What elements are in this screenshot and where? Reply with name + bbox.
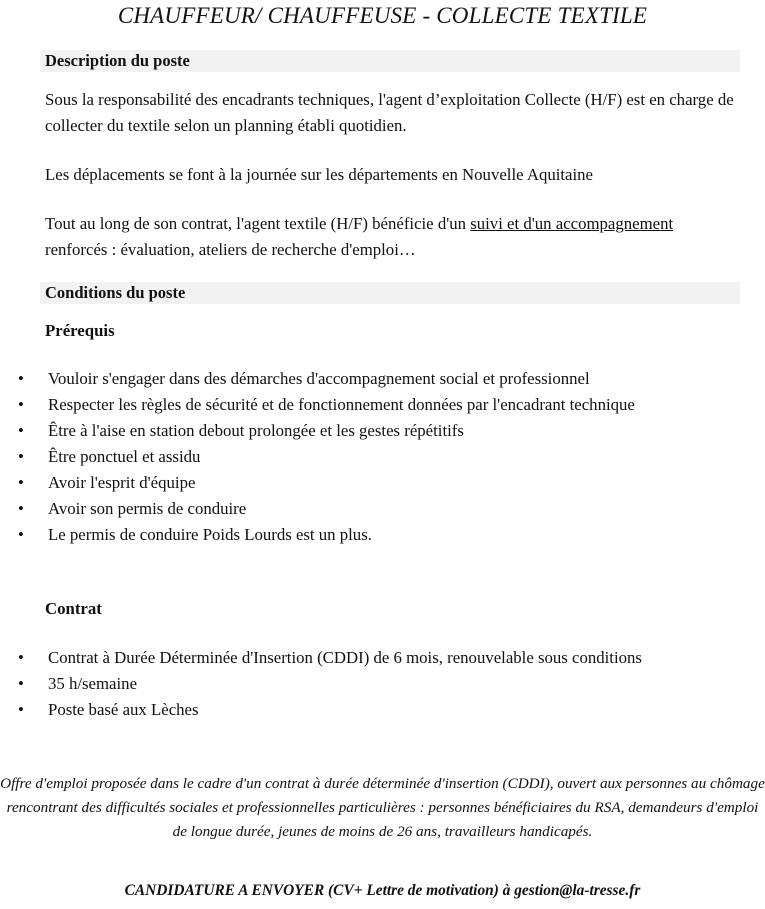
description-paragraph-2: Les déplacements se font à la journée sur les départements en Nouvelle Aquitaine <box>45 165 593 184</box>
prerequisites-list <box>0 366 740 548</box>
list-item: • Être ponctuel et assidu <box>0 444 740 470</box>
cddi-notice: Offre d'emploi proposée dans le cadre d'un contrat à durée déterminée d'insertion (CDDI), ouvert aux personnes au chômage rencontrant des difficultés sociales et professionnelles particulières : personnes bénéficiaires du RSA, demandeurs d'emploi de longue durée, jeunes de moins de 26 ans, travailleurs handicapés. <box>0 775 765 840</box>
paragraph-3-text-after: renforcés : évaluation, ateliers de recherche d'emploi… <box>45 240 416 259</box>
prerequisites-heading: Prérequis <box>45 321 115 340</box>
description-paragraph-3 <box>45 211 735 263</box>
list-item: • Être à l'aise en station debout prolongée et les gestes répétitifs <box>0 418 740 444</box>
list-item: • 35 h/semaine <box>0 671 740 697</box>
contract-list <box>0 645 740 723</box>
description-paragraph-1: Sous la responsabilité des encadrants techniques, l'agent d’exploitation Collecte (H/F) est en charge de collecter du textile selon un planning établi quotidien. <box>45 90 734 135</box>
list-item: • Respecter les règles de sécurité et de fonctionnement données par l'encadrant technique <box>0 392 740 418</box>
section-heading-description: Description du poste <box>45 51 190 70</box>
list-item: • Contrat à Durée Déterminée d'Insertion (CDDI) de 6 mois, renouvelable sous conditions <box>0 645 740 671</box>
contract-heading: Contrat <box>45 599 102 618</box>
page-title: CHAUFFEUR/ CHAUFFEUSE - COLLECTE TEXTILE <box>117 3 648 28</box>
support-underlined-text: suivi et d'un accompagnement <box>470 214 674 233</box>
application-instructions: CANDIDATURE A ENVOYER (CV+ Lettre de motivation) à gestion@la-tresse.fr <box>124 882 641 899</box>
paragraph-3-text-before: Tout au long de son contrat, l'agent textile (H/F) bénéficie d'un <box>45 214 471 233</box>
list-item: • Avoir son permis de conduire <box>0 496 740 522</box>
section-heading-conditions: Conditions du poste <box>45 283 186 302</box>
list-item: • Le permis de conduire Poids Lourds est un plus. <box>0 522 740 548</box>
list-item: • Avoir l'esprit d'équipe <box>0 470 740 496</box>
list-item: • Poste basé aux Lèches <box>0 697 740 723</box>
list-item: • Vouloir s'engager dans des démarches d'accompagnement social et professionnel <box>0 366 740 392</box>
